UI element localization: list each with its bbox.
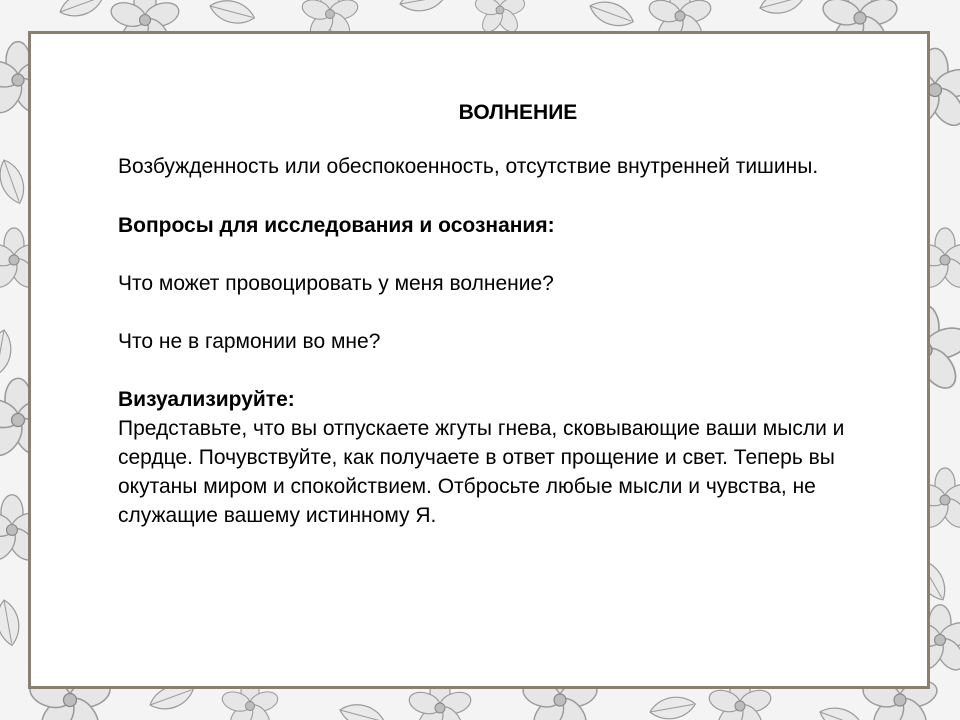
question-2: Что не в гармонии во мне?: [118, 330, 381, 353]
slide-content: [118, 96, 858, 530]
visualize-text: Представьте, что вы отпускаете жгуты гнева, сковывающие ваши мысли и сердце. Почувствуйте, как получаете в ответ прощение и свет. Теперь вы окутаны миром и спокойствием. Отбросьте любые мысли и чувства, не служащие вашему истинному Я.: [118, 417, 845, 527]
visualize-heading: Визуализируйте:: [118, 388, 295, 411]
question-1: Что может провоцировать у меня волнение?: [118, 272, 554, 295]
questions-heading: Вопросы для исследования и осознания:: [118, 214, 555, 237]
definition-text: Возбужденность или обеспокоенность, отсутствие внутренней тишины.: [118, 155, 819, 178]
slide-title: ВОЛНЕНИЕ: [458, 101, 578, 124]
